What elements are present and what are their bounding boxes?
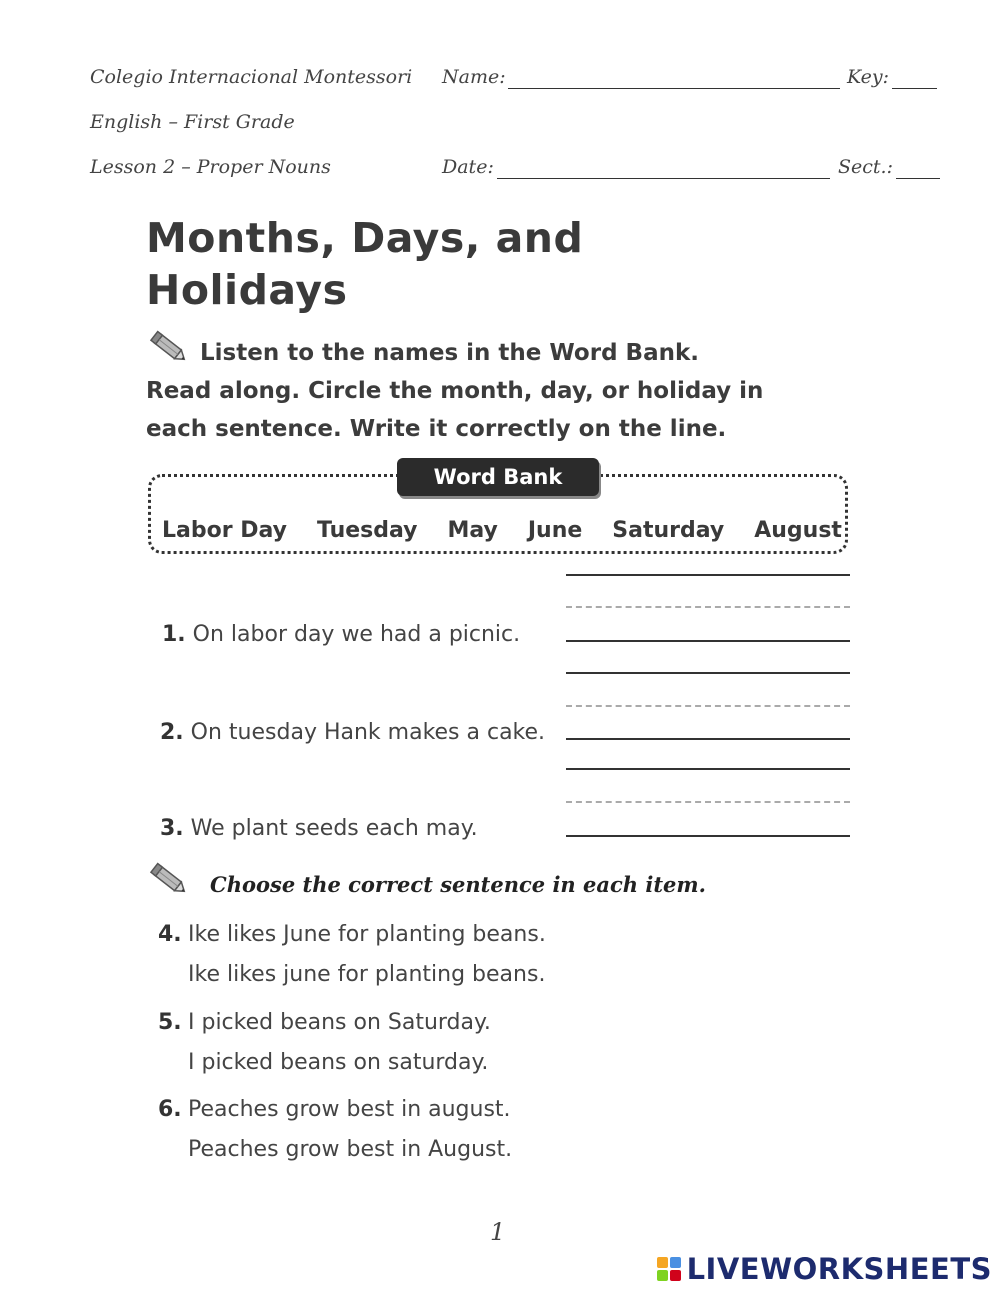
word-bank-item: June	[527, 517, 583, 543]
choice-option-b[interactable]: Peaches grow best in August.	[188, 1137, 513, 1162]
date-label: Date:	[442, 156, 494, 178]
sentence-text[interactable]: On tuesday Hank makes a cake.	[190, 720, 546, 745]
sentence-text[interactable]: On labor day we had a picnic.	[192, 622, 521, 647]
choice-option-a[interactable]: I picked beans on Saturday.	[188, 1010, 491, 1035]
key-field[interactable]	[892, 68, 937, 89]
sentence-3	[160, 816, 478, 841]
page-title	[146, 212, 583, 316]
write-line-top	[566, 672, 850, 674]
key-label: Key:	[847, 66, 890, 88]
instructions: Listen to the names in the Word Bank. Read along. Circle the month, day, or holiday in each sentence. Write it correctly on the line.	[146, 340, 764, 442]
answer-line-2[interactable]	[566, 738, 850, 740]
course-name: English – First Grade	[90, 111, 295, 133]
brand-name: LIVEWORKSHEETS	[686, 1252, 992, 1286]
pencil-icon	[148, 860, 190, 900]
sect-field[interactable]	[896, 158, 940, 179]
word-bank-words	[162, 512, 842, 548]
write-line-mid	[566, 801, 850, 803]
word-bank-item: May	[447, 517, 498, 543]
choice-item-5	[158, 1003, 491, 1083]
word-bank-item: Tuesday	[316, 517, 418, 543]
title-line-1: Months, Days, and	[146, 214, 584, 262]
word-bank-label: Word Bank	[397, 458, 599, 496]
choose-instruction: Choose the correct sentence in each item.	[210, 872, 706, 897]
answer-line-3[interactable]	[566, 835, 850, 837]
write-line-top	[566, 574, 850, 576]
name-field[interactable]	[508, 68, 840, 89]
answer-line-1[interactable]	[566, 640, 850, 642]
word-bank-item: August	[754, 517, 842, 543]
lesson-name: Lesson 2 – Proper Nouns	[90, 156, 331, 178]
choice-option-a[interactable]: Ike likes June for planting beans.	[188, 922, 546, 947]
choice-number: 6.	[158, 1097, 182, 1122]
page-number: 1	[490, 1218, 506, 1246]
choice-option-b[interactable]: Ike likes june for planting beans.	[188, 962, 546, 987]
choice-option-a[interactable]: Peaches grow best in august.	[188, 1097, 511, 1122]
liveworksheets-logo[interactable]	[657, 1252, 992, 1286]
sentence-1	[162, 622, 520, 647]
sentence-number: 3.	[160, 816, 184, 841]
choice-number: 4.	[158, 922, 182, 947]
word-bank-item: Saturday	[612, 517, 725, 543]
sentence-text[interactable]: We plant seeds each may.	[190, 816, 478, 841]
date-field[interactable]	[497, 158, 830, 179]
school-name: Colegio Internacional Montessori	[90, 66, 413, 88]
sentence-number: 2.	[160, 720, 184, 745]
write-line-top	[566, 768, 850, 770]
title-line-2: Holidays	[146, 266, 348, 314]
sect-label: Sect.:	[838, 156, 893, 178]
choice-number: 5.	[158, 1010, 182, 1035]
sentence-number: 1.	[162, 622, 186, 647]
logo-blocks-icon	[657, 1257, 681, 1281]
word-bank-item: Labor Day	[162, 517, 288, 543]
sentence-2	[160, 720, 545, 745]
choice-item-4	[158, 915, 546, 995]
choice-option-b[interactable]: I picked beans on saturday.	[188, 1050, 489, 1075]
choice-item-6	[158, 1090, 512, 1170]
name-label: Name:	[442, 66, 506, 88]
write-line-mid	[566, 606, 850, 608]
write-line-mid	[566, 705, 850, 707]
